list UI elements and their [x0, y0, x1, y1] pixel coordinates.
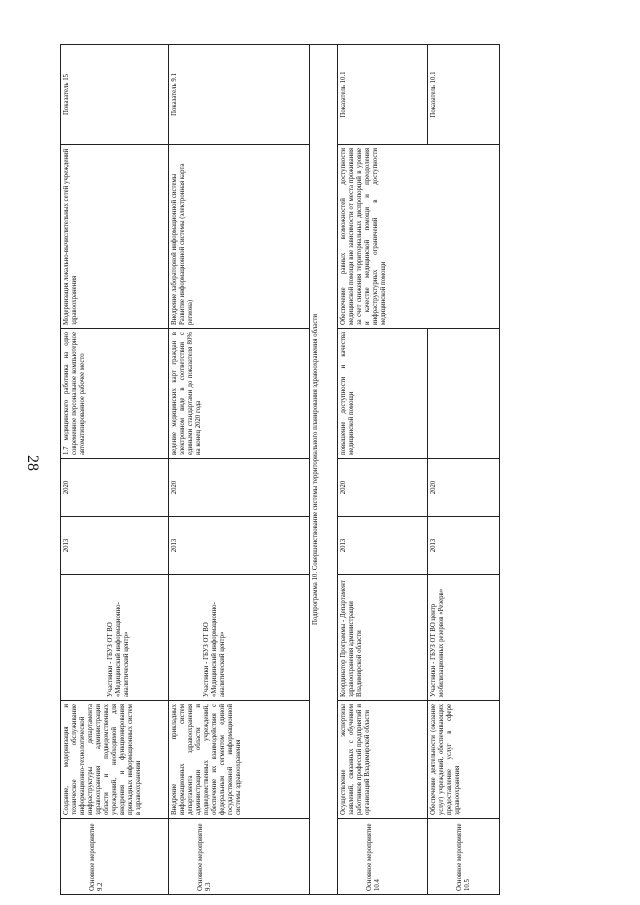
year-start-cell: 2013: [338, 517, 428, 575]
year-start-cell: 2013: [168, 517, 310, 575]
result-cell: [428, 329, 500, 459]
executor-cell: Участники - ГБУЗ ОТ ВО «Медицинский информационно-аналитический центр»: [168, 575, 310, 701]
year-end-cell: 2020: [338, 459, 428, 517]
indicator-cell: Показатель 15: [61, 45, 169, 145]
table-row: [310, 45, 338, 895]
executor-cell: Участники - ГБУЗ ОТ ВО «Медицинский информационно-аналитический центр»: [61, 575, 169, 701]
table-row: [61, 45, 169, 895]
consequences-cell: Модернизация локально-вычислительных сетей учреждений здравоохранения: [61, 145, 169, 329]
measure-cell: Основное мероприятие 10.4: [338, 819, 428, 895]
table-row: [168, 45, 310, 895]
content-cell: Внедрение прикладных информационных систем департамента здравоохранения администрации области и подведомственных учреждений, обеспечение их взаимодействия с федеральным сегментом единой государственной информационной системы здравоохранения: [168, 701, 310, 819]
result-cell: ведение медицинских карт граждан в электронном виде в соответствии с едиными стандартами до показателя 80% на конец 2020 года: [168, 329, 310, 459]
page-number: 28: [24, 455, 41, 471]
executor-cell: Координатор Программы - Департамент здравоохранения администрации Владимирской области: [338, 575, 428, 701]
result-cell: повышение доступности и качества медицинской помощи: [338, 329, 428, 459]
indicator-cell: Показатель 9.1: [168, 45, 310, 145]
subprogram-title: Подпрограмма 10. Совершенствование системы территориального планирования здравоохранения области: [310, 45, 338, 895]
content-cell: Осуществление экспертизы заявлений, связанных с обучением работников профессий предприятий и организаций Владимирской области: [338, 701, 428, 819]
indicator-cell: Показатель 10.1: [338, 45, 428, 145]
measure-cell: Основное мероприятие 9.3: [168, 819, 310, 895]
rotated-table-scan: [60, 45, 500, 895]
year-start-cell: 2013: [61, 517, 169, 575]
executor-cell: Участники - ГБУЗ ОТ ВО центр мобилизационных резервов «Резерв»: [428, 575, 500, 701]
measures-table: [60, 44, 500, 895]
content-cell: Создание, модернизация и техническое обслуживание информационно-технологической инфраструктуры департамента здравоохранения администрации области и подведомственных учреждений, необходимой для внедрения и функционирования прикладных информационных систем в здравоохранении: [61, 701, 169, 819]
year-end-cell: 2020: [428, 459, 500, 517]
consequences-cell: Внедрение лабораторной информационной системы Развитие информационной системы (электронная карта региона): [168, 145, 310, 329]
year-end-cell: 2020: [61, 459, 169, 517]
year-end-cell: 2020: [168, 459, 310, 517]
content-cell: Обеспечение деятельности (оказание услуг) учреждений, обеспечивающих предоставление услуг в сфере здравоохранения: [428, 701, 500, 819]
year-start-cell: 2013: [428, 517, 500, 575]
measure-cell: Основное мероприятие 10.5: [428, 819, 500, 895]
measure-cell: Основное мероприятие 9.2: [61, 819, 169, 895]
result-cell: 1.7 медицинского работника на одно современное персональное компьютерное автоматизированное рабочее место: [61, 329, 169, 459]
indicator-cell: Показатель 10.1: [428, 45, 500, 145]
consequences-cell: Обеспечение равных возможностей доступности медицинской помощи вне зависимости от места проживания за счет снижения территориальных диспропорций в уровне и качестве медицинской помощи и преодоления инфраструктурных ограничений в доступности медицинской помощи: [338, 145, 500, 329]
table-row: [338, 45, 428, 895]
